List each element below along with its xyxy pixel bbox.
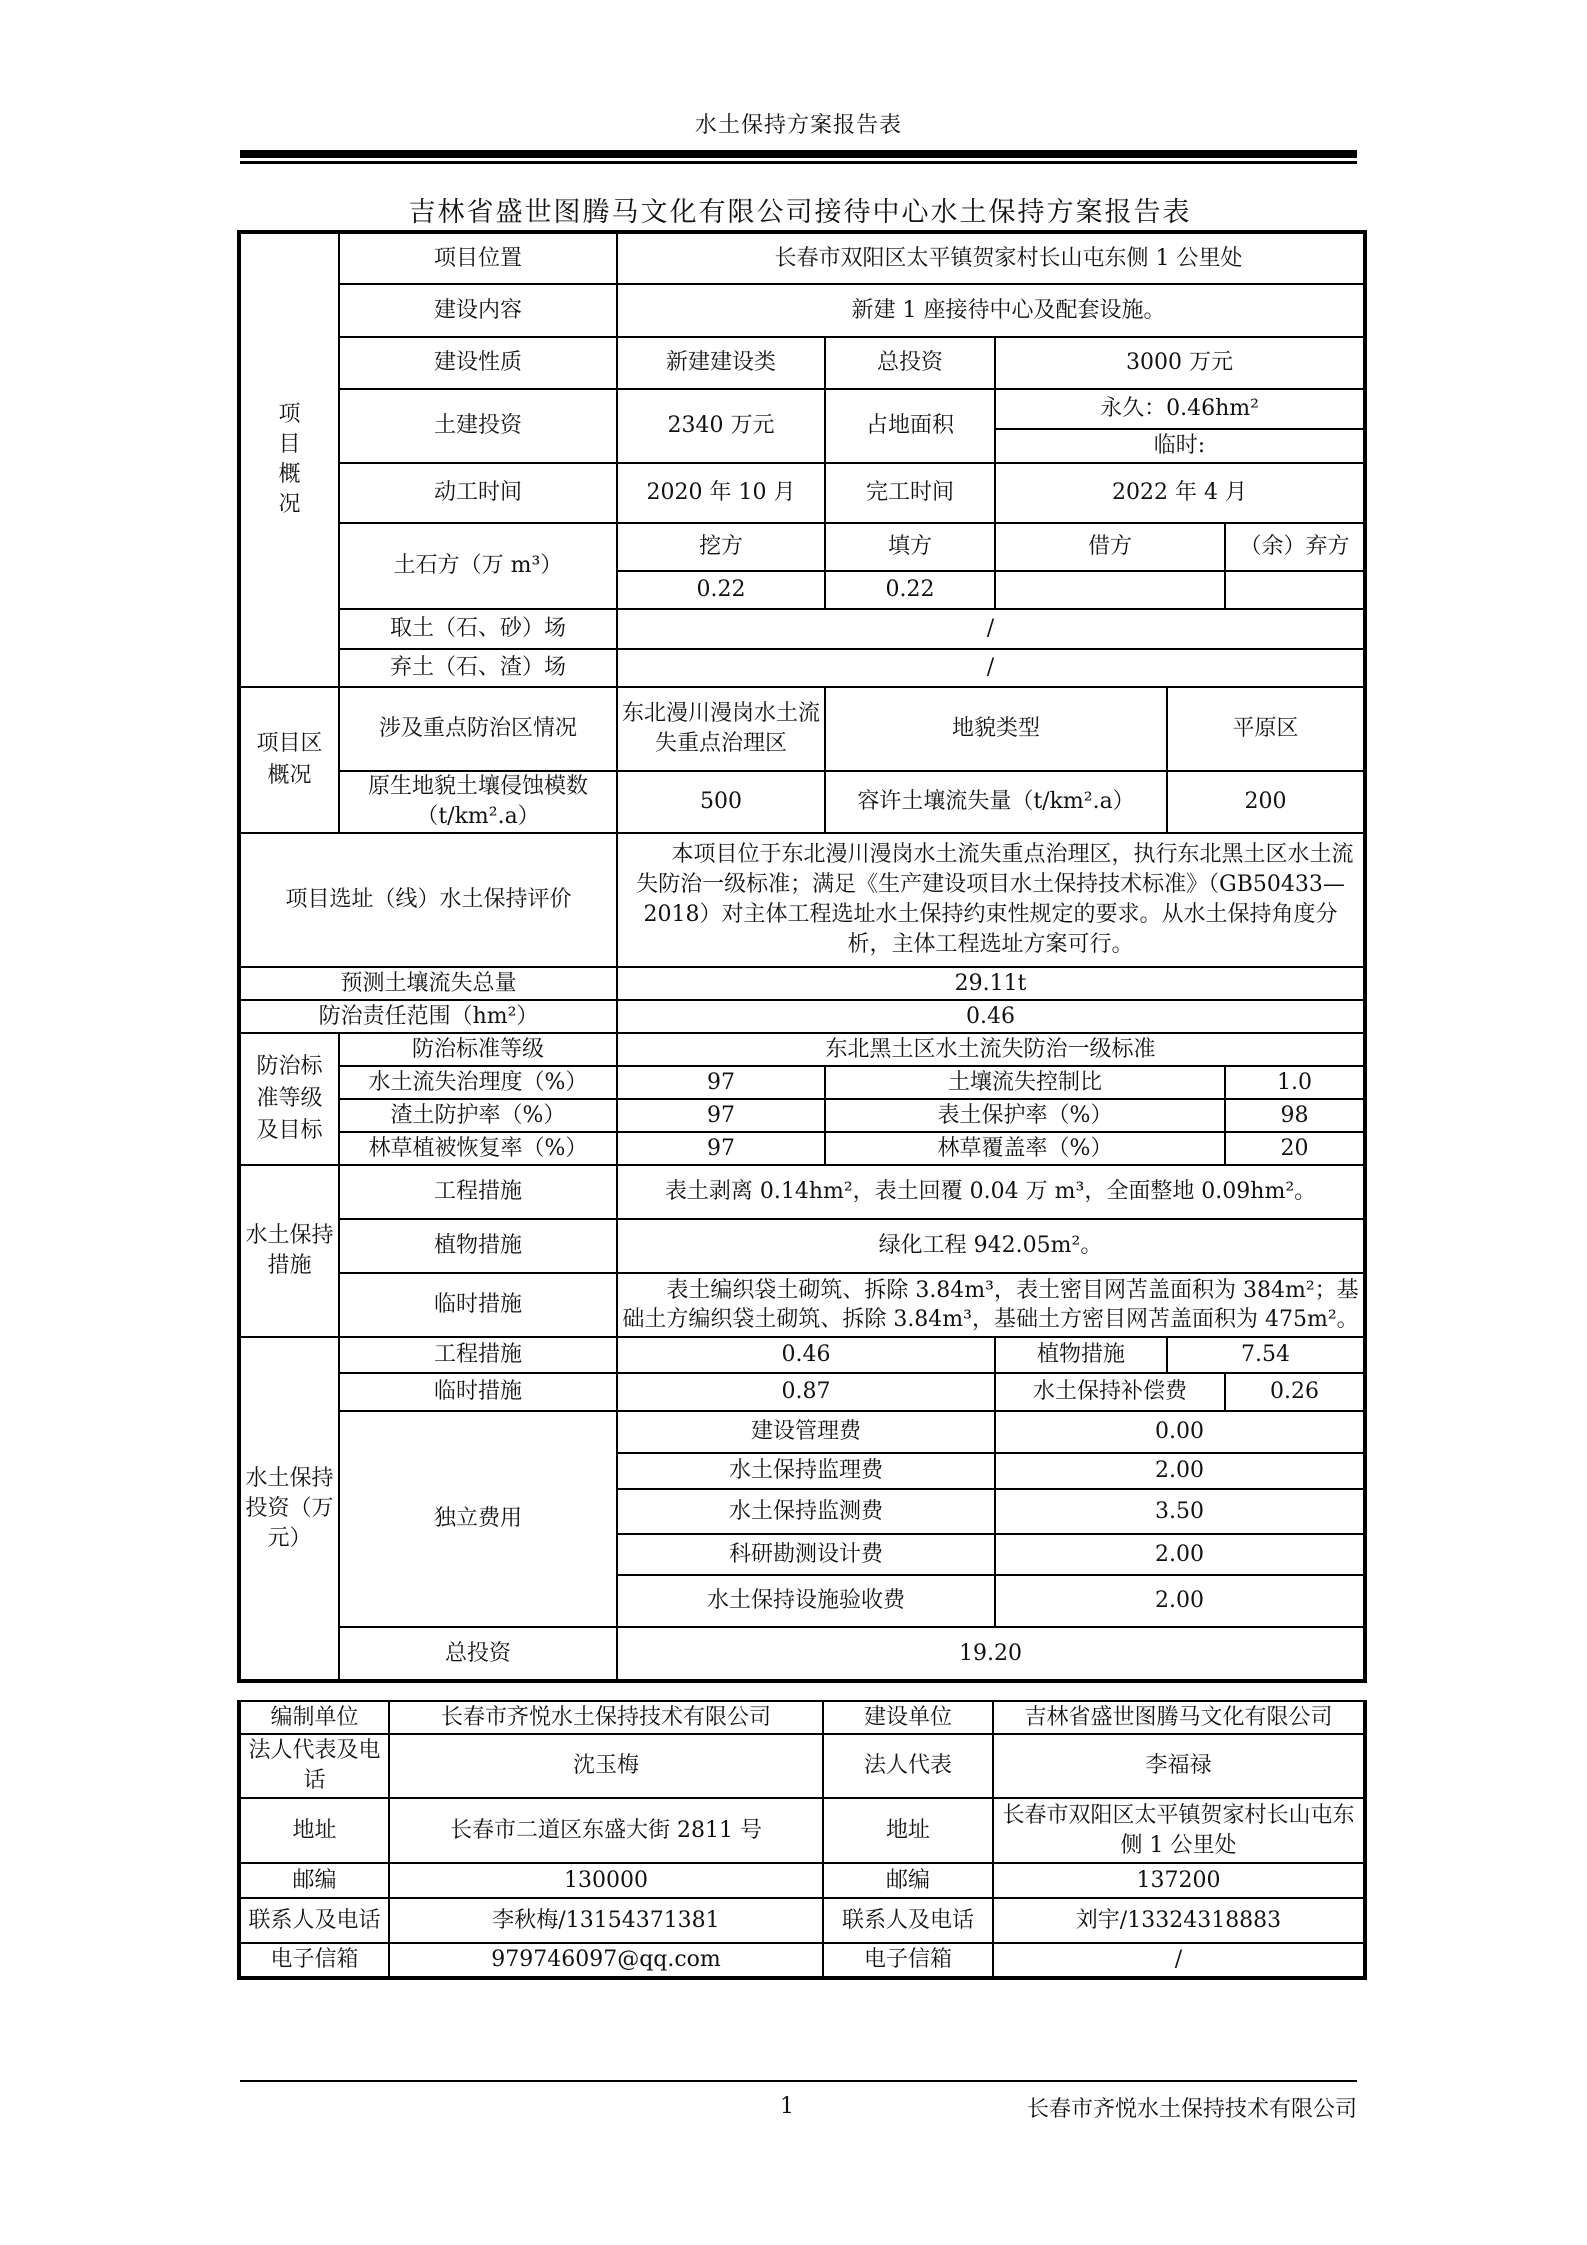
label-content: 建设内容 xyxy=(339,284,617,337)
target-value: 97 xyxy=(617,1132,825,1165)
earthwork-col-spoil: （余）弃方 xyxy=(1225,523,1365,571)
row-location xyxy=(239,232,1365,284)
value-location: 长春市双阳区太平镇贺家村长山屯东侧 1 公里处 xyxy=(617,232,1365,284)
section-label-overview: 项目概况 xyxy=(239,232,339,687)
contact-label: 电子信箱 xyxy=(239,1943,389,1978)
value-spoil-site: / xyxy=(617,649,1365,687)
value-total-invest: 3000 万元 xyxy=(995,337,1365,389)
independent-fee-value: 2.00 xyxy=(995,1453,1365,1489)
label-landform: 地貌类型 xyxy=(825,687,1167,771)
value-predicted-loss: 29.11t xyxy=(617,967,1365,1000)
value-allowable-loss: 200 xyxy=(1167,771,1365,833)
row-schedule xyxy=(239,463,1365,523)
standard-target-row xyxy=(239,1066,1365,1099)
value-finish-time: 2022 年 4 月 xyxy=(995,463,1365,523)
contact-label: 地址 xyxy=(823,1798,993,1863)
contact-label: 邮编 xyxy=(823,1863,993,1898)
contact-row xyxy=(239,1943,1365,1978)
target-label: 水土流失治理度（%） xyxy=(339,1066,617,1099)
value-invest-temporary: 0.87 xyxy=(617,1373,995,1411)
label-measure-plant: 植物措施 xyxy=(339,1219,617,1273)
label-allowable-loss: 容许土壤流失量（t/km².a） xyxy=(825,771,1167,833)
value-site-evaluation: 本项目位于东北漫川漫岗水土流失重点治理区，执行东北黑土区水土流失防治一级标准；满足《生产建设项目水土保持技术标准》（GB50433—2018）对主体工程选址水土保持约束性规定的要求。从水土保持角度分析，主体工程选址方案可行。 xyxy=(617,833,1365,967)
contact-row xyxy=(239,1734,1365,1798)
earthwork-col-cut: 挖方 xyxy=(617,523,825,571)
contact-row xyxy=(239,1898,1365,1943)
earthwork-value-spoil xyxy=(1225,571,1365,609)
value-responsibility-scope: 0.46 xyxy=(617,1000,1365,1033)
contact-label: 联系人及电话 xyxy=(239,1898,389,1943)
label-earthwork: 土石方（万 m³） xyxy=(339,523,617,609)
standard-target-row xyxy=(239,1099,1365,1132)
contact-row xyxy=(239,1798,1365,1863)
row-invest-engineering xyxy=(239,1337,1365,1373)
standard-target-row xyxy=(239,1132,1365,1165)
value-compensation-fee: 0.26 xyxy=(1225,1373,1365,1411)
value-start-time: 2020 年 10 月 xyxy=(617,463,825,523)
label-land-area: 占地面积 xyxy=(825,389,995,463)
contact-value: 130000 xyxy=(389,1863,823,1898)
section-label-area: 项目区概况 xyxy=(239,687,339,833)
contact-label: 法人代表 xyxy=(823,1734,993,1798)
target-value: 20 xyxy=(1225,1132,1365,1165)
row-erosion xyxy=(239,771,1365,833)
target-label: 林草植被恢复率（%） xyxy=(339,1132,617,1165)
contact-label: 联系人及电话 xyxy=(823,1898,993,1943)
document-title: 吉林省盛世图腾马文化有限公司接待中心水土保持方案报告表 xyxy=(408,197,1192,228)
label-finish-time: 完工时间 xyxy=(825,463,995,523)
row-site-evaluation xyxy=(239,833,1365,967)
row-nature xyxy=(239,337,1365,389)
label-civil-invest: 土建投资 xyxy=(339,389,617,463)
earthwork-value-fill: 0.22 xyxy=(825,571,995,609)
row-predicted-loss xyxy=(239,967,1365,1000)
earthwork-value-cut: 0.22 xyxy=(617,571,825,609)
section-label-investment: 水土保持投资（万元） xyxy=(239,1337,339,1681)
value-land-temporary: 临时: xyxy=(995,429,1365,463)
value-standard-grade: 东北黑土区水土流失防治一级标准 xyxy=(617,1033,1365,1066)
section-label-standard: 防治标准等级及目标 xyxy=(239,1033,339,1165)
earthwork-value-borrow xyxy=(995,571,1225,609)
contact-value: 979746097@qq.com xyxy=(389,1943,823,1978)
contact-label: 邮编 xyxy=(239,1863,389,1898)
contact-label: 地址 xyxy=(239,1798,389,1863)
target-value: 97 xyxy=(617,1099,825,1132)
row-key-zone xyxy=(239,687,1365,771)
value-civil-invest: 2340 万元 xyxy=(617,389,825,463)
value-land-permanent: 永久：0.46hm² xyxy=(995,389,1365,429)
independent-fee-label: 水土保持设施验收费 xyxy=(617,1575,995,1627)
label-start-time: 动工时间 xyxy=(339,463,617,523)
running-header-title: 水土保持方案报告表 xyxy=(694,113,902,138)
contact-label: 编制单位 xyxy=(239,1701,389,1734)
value-landform: 平原区 xyxy=(1167,687,1365,771)
value-measure-engineering: 表土剥离 0.14hm²，表土回覆 0.04 万 m³，全面整地 0.09hm²。 xyxy=(617,1165,1365,1219)
contact-label: 法人代表及电话 xyxy=(239,1734,389,1798)
label-borrow-site: 取土（石、砂）场 xyxy=(339,609,617,649)
contact-value: / xyxy=(993,1943,1365,1978)
contact-value: 沈玉梅 xyxy=(389,1734,823,1798)
section-label-measures: 水土保持措施 xyxy=(239,1165,339,1337)
label-invest-engineering: 工程措施 xyxy=(339,1337,617,1373)
contact-value: 李秋梅/13154371381 xyxy=(389,1898,823,1943)
header-rule-thick xyxy=(240,150,1357,158)
independent-fee-label: 科研勘测设计费 xyxy=(617,1534,995,1575)
contact-value: 李福禄 xyxy=(993,1734,1365,1798)
label-predicted-loss: 预测土壤流失总量 xyxy=(239,967,617,1000)
independent-fee-row xyxy=(239,1411,1365,1453)
contact-row xyxy=(239,1701,1365,1734)
row-measure-plant xyxy=(239,1219,1365,1273)
independent-fee-label: 水土保持监理费 xyxy=(617,1453,995,1489)
target-label: 渣土防护率（%） xyxy=(339,1099,617,1132)
label-invest-total: 总投资 xyxy=(339,1627,617,1681)
contact-value: 吉林省盛世图腾马文化有限公司 xyxy=(993,1701,1365,1734)
label-nature: 建设性质 xyxy=(339,337,617,389)
row-invest-temporary xyxy=(239,1373,1365,1411)
contact-value: 长春市双阳区太平镇贺家村长山屯东侧 1 公里处 xyxy=(993,1798,1365,1863)
contact-value: 长春市齐悦水土保持技术有限公司 xyxy=(389,1701,823,1734)
value-borrow-site: / xyxy=(617,609,1365,649)
label-standard-grade: 防治标准等级 xyxy=(339,1033,617,1066)
contact-label: 建设单位 xyxy=(823,1701,993,1734)
value-erosion-modulus: 500 xyxy=(617,771,825,833)
row-spoil-site xyxy=(239,649,1365,687)
contact-value: 长春市二道区东盛大街 2811 号 xyxy=(389,1798,823,1863)
independent-fee-value: 2.00 xyxy=(995,1575,1365,1627)
value-invest-plant: 7.54 xyxy=(1167,1337,1365,1373)
header-rule-thin xyxy=(240,161,1357,164)
independent-fee-label: 水土保持监测费 xyxy=(617,1489,995,1534)
report-table xyxy=(237,230,1367,1683)
target-label: 土壤流失控制比 xyxy=(825,1066,1225,1099)
contact-label: 电子信箱 xyxy=(823,1943,993,1978)
earthwork-col-borrow: 借方 xyxy=(995,523,1225,571)
label-compensation-fee: 水土保持补偿费 xyxy=(995,1373,1225,1411)
footer-organization: 长春市齐悦水土保持技术有限公司 xyxy=(1026,2097,1357,2122)
independent-fee-value: 0.00 xyxy=(995,1411,1365,1453)
value-invest-total: 19.20 xyxy=(617,1627,1365,1681)
label-location: 项目位置 xyxy=(339,232,617,284)
independent-fee-value: 2.00 xyxy=(995,1534,1365,1575)
row-earthwork-headers xyxy=(239,523,1365,571)
value-measure-temporary: 表土编织袋土砌筑、拆除 3.84m³，表土密目网苫盖面积为 384m²；基础土方编织袋土砌筑、拆除 3.84m³，基础土方密目网苫盖面积为 475m²。 xyxy=(617,1273,1365,1337)
row-invest-total xyxy=(239,1627,1365,1681)
label-responsibility-scope: 防治责任范围（hm²） xyxy=(239,1000,617,1033)
value-invest-engineering: 0.46 xyxy=(617,1337,995,1373)
value-measure-plant: 绿化工程 942.05m²。 xyxy=(617,1219,1365,1273)
contact-value: 137200 xyxy=(993,1863,1365,1898)
contact-value: 刘宇/13324318883 xyxy=(993,1898,1365,1943)
value-nature: 新建建设类 xyxy=(617,337,825,389)
earthwork-col-fill: 填方 xyxy=(825,523,995,571)
label-measure-engineering: 工程措施 xyxy=(339,1165,617,1219)
value-key-zone: 东北漫川漫岗水土流失重点治理区 xyxy=(617,687,825,771)
target-label: 表土保护率（%） xyxy=(825,1099,1225,1132)
row-measure-temporary xyxy=(239,1273,1365,1337)
label-invest-plant: 植物措施 xyxy=(995,1337,1167,1373)
label-total-invest: 总投资 xyxy=(825,337,995,389)
label-measure-temporary: 临时措施 xyxy=(339,1273,617,1337)
label-invest-temporary: 临时措施 xyxy=(339,1373,617,1411)
independent-fee-label: 建设管理费 xyxy=(617,1411,995,1453)
label-erosion-modulus: 原生地貌土壤侵蚀模数（t/km².a） xyxy=(339,771,617,833)
target-value: 98 xyxy=(1225,1099,1365,1132)
contact-row xyxy=(239,1863,1365,1898)
footer-rule xyxy=(240,2080,1357,2082)
contact-table xyxy=(237,1700,1367,1980)
row-content xyxy=(239,284,1365,337)
target-value: 1.0 xyxy=(1225,1066,1365,1099)
label-independent-fees: 独立费用 xyxy=(339,1411,617,1627)
independent-fee-value: 3.50 xyxy=(995,1489,1365,1534)
row-civil-invest xyxy=(239,389,1365,429)
page-number: 1 xyxy=(780,2094,794,2119)
label-key-zone: 涉及重点防治区情况 xyxy=(339,687,617,771)
row-measure-engineering xyxy=(239,1165,1365,1219)
row-standard-grade xyxy=(239,1033,1365,1066)
row-borrow-site xyxy=(239,609,1365,649)
label-spoil-site: 弃土（石、渣）场 xyxy=(339,649,617,687)
value-content: 新建 1 座接待中心及配套设施。 xyxy=(617,284,1365,337)
row-responsibility-scope xyxy=(239,1000,1365,1033)
label-site-evaluation: 项目选址（线）水土保持评价 xyxy=(239,833,617,967)
target-value: 97 xyxy=(617,1066,825,1099)
target-label: 林草覆盖率（%） xyxy=(825,1132,1225,1165)
